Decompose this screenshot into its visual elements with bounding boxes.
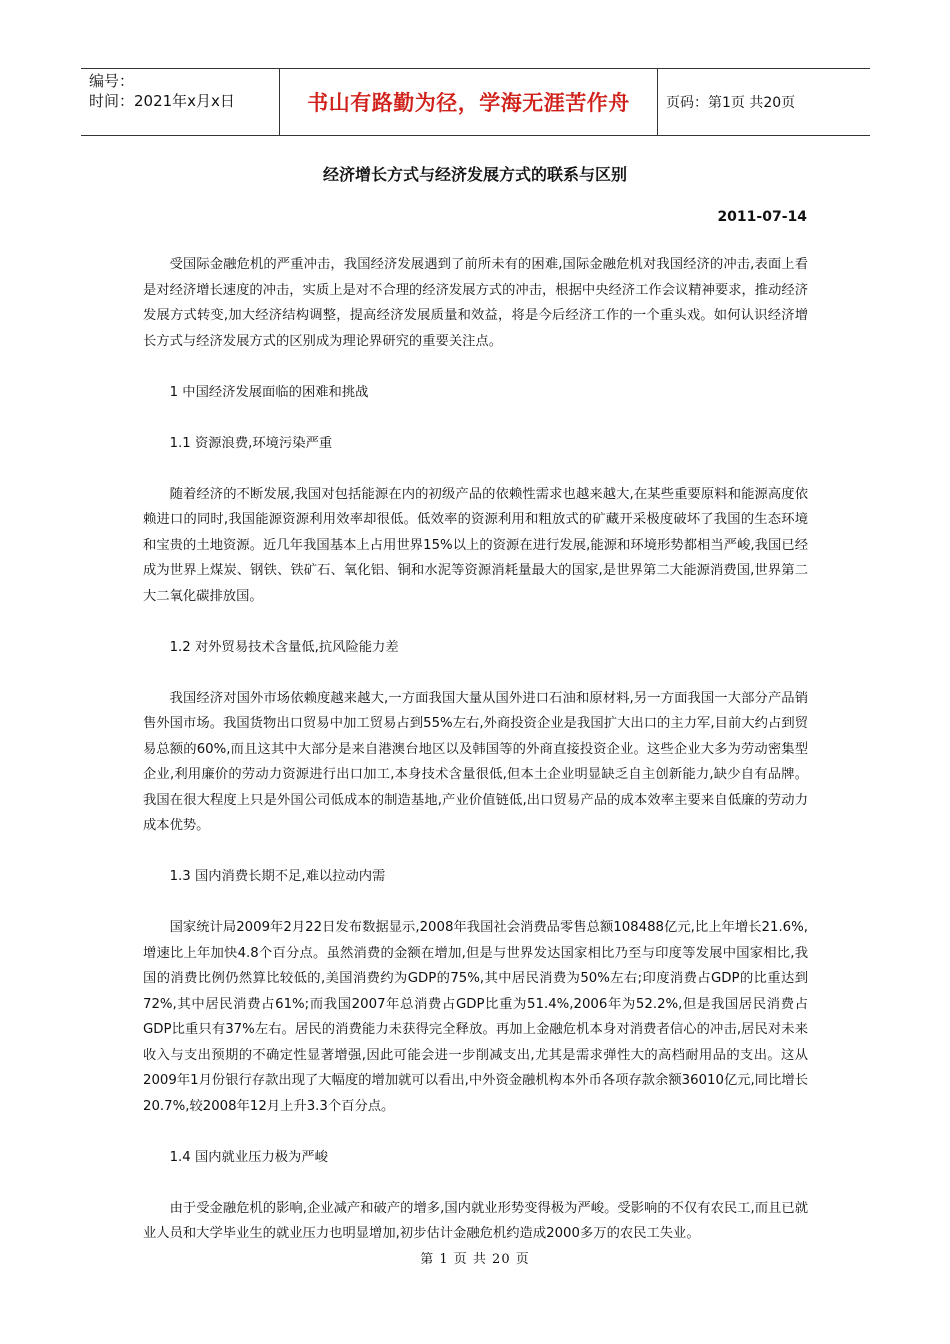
time-label: 时间：2021年x月x日: [89, 92, 235, 110]
body-paragraph: 随着经济的不断发展,我国对包括能源在内的初级产品的依赖性需求也越来越大,在某些重要原料和能源高度依赖进口的同时,我国能源资源利用效率却很低。低效率的资源利用和粗放式的矿藏开采极度破坏了我国的生态环境和宝贵的土地资源。近几年我国基本上占用世界15%以上的资源在进行发展,能源和环境形势都相当严峻,我国已经成为世界上煤炭、钢铁、铁矿石、氧化铝、铜和水泥等资源消耗量最大的国家,是世界第二大能源消费国,世界第二大二氧化碳排放国。: [143, 486, 808, 604]
page-info: 页码：第1页 共20页: [666, 95, 796, 111]
header-left-cell: [81, 69, 280, 135]
header-table: [81, 68, 870, 136]
body-paragraph: 由于受金融危机的影响,企业减产和破产的增多,国内就业形势变得极为严峻。受影响的不仅有农民工,而且已就业人员和大学毕业生的就业压力也明显增加,初步估计金融危机约造成2000多万的农民工失业。: [143, 1200, 808, 1241]
document-date: 2011-07-14: [717, 209, 807, 225]
page-footer: 第 1 页 共 20 页: [420, 1252, 530, 1267]
document-title: 经济增长方式与经济发展方式的联系与区别: [322, 165, 627, 184]
section-heading: 1.4 国内就业压力极为严峻: [169, 1149, 328, 1165]
section-heading: 1 中国经济发展面临的困难和挑战: [169, 384, 369, 400]
section-heading: 1.1 资源浪费,环境污染严重: [169, 435, 333, 451]
section-heading: 1.2 对外贸易技术含量低,抗风险能力差: [169, 639, 399, 655]
header-right-cell: [658, 69, 870, 135]
number-label: 编号：: [89, 72, 135, 90]
document-body: [143, 252, 808, 1272]
header-motto: 书山有路勤为径，学海无涯苦作舟: [307, 91, 630, 115]
section-heading: 1.3 国内消费长期不足,难以拉动内需: [169, 869, 386, 884]
body-paragraph: 我国经济对国外市场依赖度越来越大,一方面我国大量从国外进口石油和原材料,另一方面我国一大部分产品销售外国市场。我国货物出口贸易中加工贸易占到55%左右,外商投资企业是我国扩大出口的主力军,目前大约占到贸易总额的60%,而且这其中大部分是来自港澳台地区以及韩国等的外商直接投资企业。这些企业大多为劳动密集型企业,利用廉价的劳动力资源进行出口加工,本身技术含量很低,但本土企业明显缺乏自主创新能力,缺少自有品牌。我国在很大程度上只是外国公司低成本的制造基地,产业价值链低,出口贸易产品的成本效率主要来自低廉的劳动力成本优势。: [143, 690, 808, 833]
body-paragraph: 国家统计局2009年2月22日发布数据显示,2008年我国社会消费品零售总额108488亿元,比上年增长21.6%,增速比上年加快4.8个百分点。虽然消费的金额在增加,但是与世界发达国家相比乃至与印度等发展中国家相比,我国的消费比例仍然算比较低的,美国消费约为GDP的75%,其中居民消费为50%左右;印度消费占GDP的比重达到72%,其中居民消费占61%;而我国2007年总消费占GDP比重为51.4%,2006年为52.2%,但是我国居民消费占GDP比重只有37%左右。居民的消费能力未获得完全释放。再加上金融危机本身对消费者信心的冲击,居民对未来收入与支出预期的不确定性显著增强,因此可能会进一步削减支出,尤其是需求弹性大的高档耐用品的支出。这从2009年1月份银行存款出现了大幅度的增加就可以看出,中外资金融机构本外币各项存款余额36010亿元,同比增长20.7%,较2008年12月上升3.3个百分点。: [143, 920, 808, 1114]
body-paragraph: 受国际金融危机的严重冲击，我国经济发展遇到了前所未有的困难,国际金融危机对我国经济的冲击,表面上看是对经济增长速度的冲击，实质上是对不合理的经济发展方式的冲击，根据中央经济工作会议精神要求，推动经济发展方式转变,加大经济结构调整，提高经济发展质量和效益，将是今后经济工作的一个重头戏。如何认识经济增长方式与经济发展方式的区别成为理论界研究的重要关注点。: [143, 257, 808, 349]
header-middle-cell: [280, 69, 658, 135]
